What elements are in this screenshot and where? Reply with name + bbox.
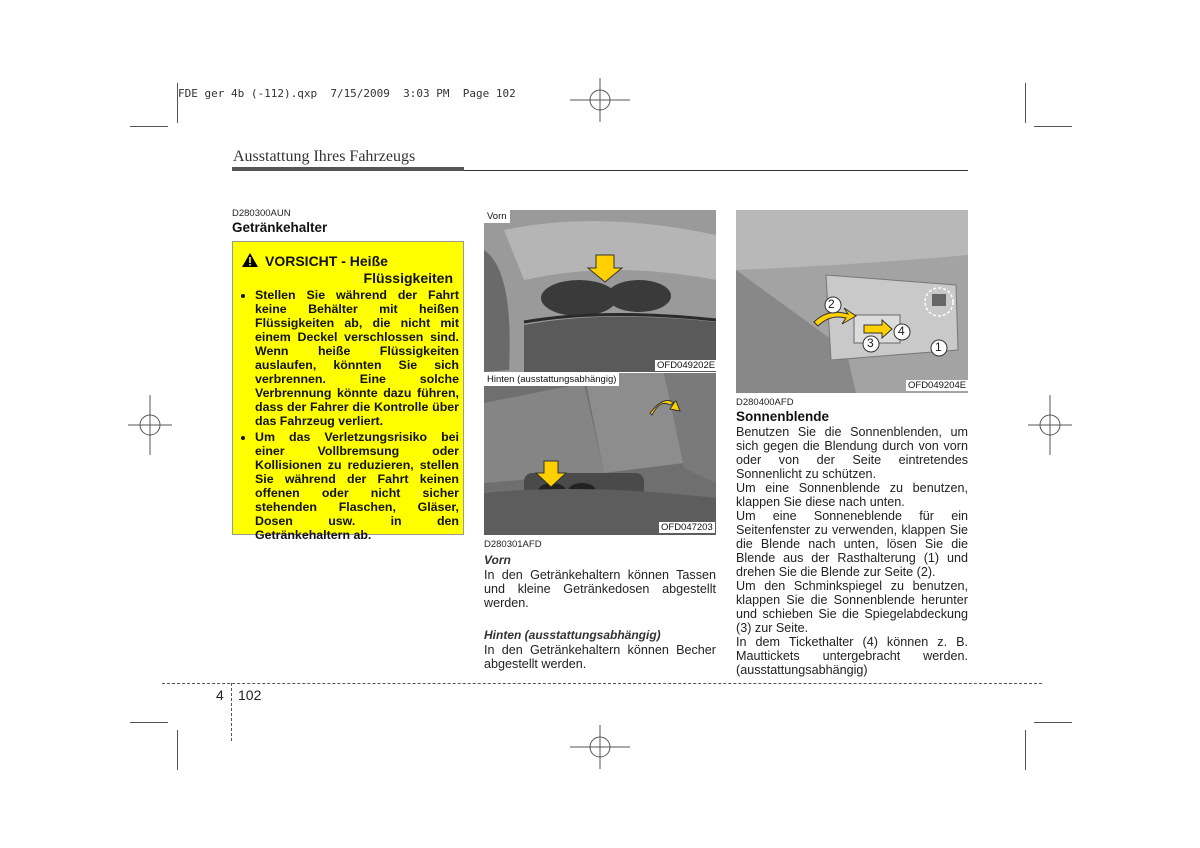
section-heading: Getränkehalter — [232, 220, 328, 235]
photo-label-rear: Hinten (ausstattungsabhängig) — [484, 373, 619, 386]
callout-4: 4 — [898, 324, 905, 338]
section-heading: Sonnenblende — [736, 409, 830, 424]
sun-visor-drawing — [736, 210, 968, 393]
callout-3: 3 — [867, 336, 874, 350]
warning-list — [235, 288, 459, 544]
crop-mark — [1025, 83, 1026, 123]
paragraph: In dem Tickethalter (4) können z. B. Mauttickets untergebracht werden. (ausstattungsabhängig) — [736, 635, 968, 677]
print-header: FDE ger 4b (-112).qxp 7/15/2009 3:03 PM Page 102 — [178, 87, 516, 100]
paragraph: Um den Schminkspiegel zu benutzen, klappen Sie die Sonnenblende herunter und schieben Sie die Spiegelabdeckung (3) zur Seite. — [736, 579, 968, 635]
crop-mark — [1034, 126, 1072, 127]
callout-2: 2 — [828, 297, 835, 311]
warning-title-line1: VORSICHT - Heiße — [265, 253, 388, 269]
front-cupholder-drawing — [484, 210, 716, 372]
photo-label-front: Vorn — [484, 210, 510, 223]
text-front: In den Getränkehaltern können Tassen und kleine Getränkedosen abgestellt werden. — [484, 568, 716, 610]
warning-title-line2: Flüssigkeiten — [363, 270, 453, 286]
crop-mark — [130, 126, 168, 127]
registration-mark-bottom — [570, 725, 630, 769]
warning-box — [232, 241, 464, 542]
warning-item: • Um das Verletzungsrisiko bei einer Vollbremsung oder Kollisionen zu reduzieren, stellen Sie während der Fahrt keinen offenen oder nicht sicher stehenden Flaschen, Gläser, Dosen usw. in den Getränkehaltern ab. — [255, 430, 459, 542]
subheading-front: Vorn — [484, 553, 511, 567]
text-rear: In den Getränkehaltern können Becher abgestellt werden. — [484, 643, 716, 671]
crop-mark — [1025, 730, 1026, 770]
registration-mark-left — [128, 395, 172, 455]
paragraph: Benutzen Sie die Sonnenblenden, um sich gegen die Blendung durch von vorn oder von der Seite eintretendes Sonnenlicht zu schützen. — [736, 425, 968, 481]
section-code: D280301AFD — [484, 539, 542, 550]
section-code: D280300AUN — [232, 208, 291, 219]
page-number: 102 — [238, 687, 262, 703]
rear-cupholder-drawing — [484, 373, 716, 535]
registration-mark-top — [570, 78, 630, 122]
paragraph: Um eine Sonneneblende für ein Seitenfenster zu verwenden, klappen Sie die Blende nach unten, lösen Sie die Blende aus der Rasthalterung (1) und drehen Sie die Blende zur Seite (2). — [736, 509, 968, 579]
photo-rear-cupholder — [484, 372, 716, 535]
section-title: Ausstattung Ihres Fahrzeugs — [233, 148, 416, 165]
photo-front-cupholder — [484, 210, 716, 372]
photo-sun-visor — [736, 210, 968, 393]
photo-code-visor: OFD049204E — [908, 380, 967, 391]
registration-mark-right — [1028, 395, 1072, 455]
subheading-rear: Hinten (ausstattungsabhängig) — [484, 628, 661, 642]
header-rule-thin — [464, 170, 968, 171]
photo-code-front: OFD049202E — [657, 360, 716, 371]
crop-mark — [1034, 722, 1072, 723]
section-code: D280400AFD — [736, 397, 794, 408]
paragraph: Um eine Sonnenblende zu benutzen, klappen Sie diese nach unten. — [736, 481, 968, 509]
crop-mark — [177, 730, 178, 770]
warning-triangle-icon — [241, 252, 259, 268]
footer-rule — [162, 683, 1042, 684]
crop-mark — [130, 722, 168, 723]
callout-1: 1 — [935, 340, 942, 354]
text-sun-visor — [736, 425, 968, 677]
footer-divider — [231, 683, 232, 741]
warning-item: • Stellen Sie während der Fahrt keine Behälter mit heißen Flüssigkeiten ab, die nicht mit einem Deckel verschlossen sind. Wenn heiße Flüssigkeiten auslaufen, könnten Sie sich verbrennen. Eine solche Verbrennung könnte dazu führen, dass der Fahrer die Kontrolle über das Fahrzeug verliert. — [255, 288, 459, 428]
photo-code-rear: OFD047203 — [661, 522, 713, 533]
header-rule-thick — [232, 167, 464, 171]
chapter-number: 4 — [216, 687, 224, 703]
